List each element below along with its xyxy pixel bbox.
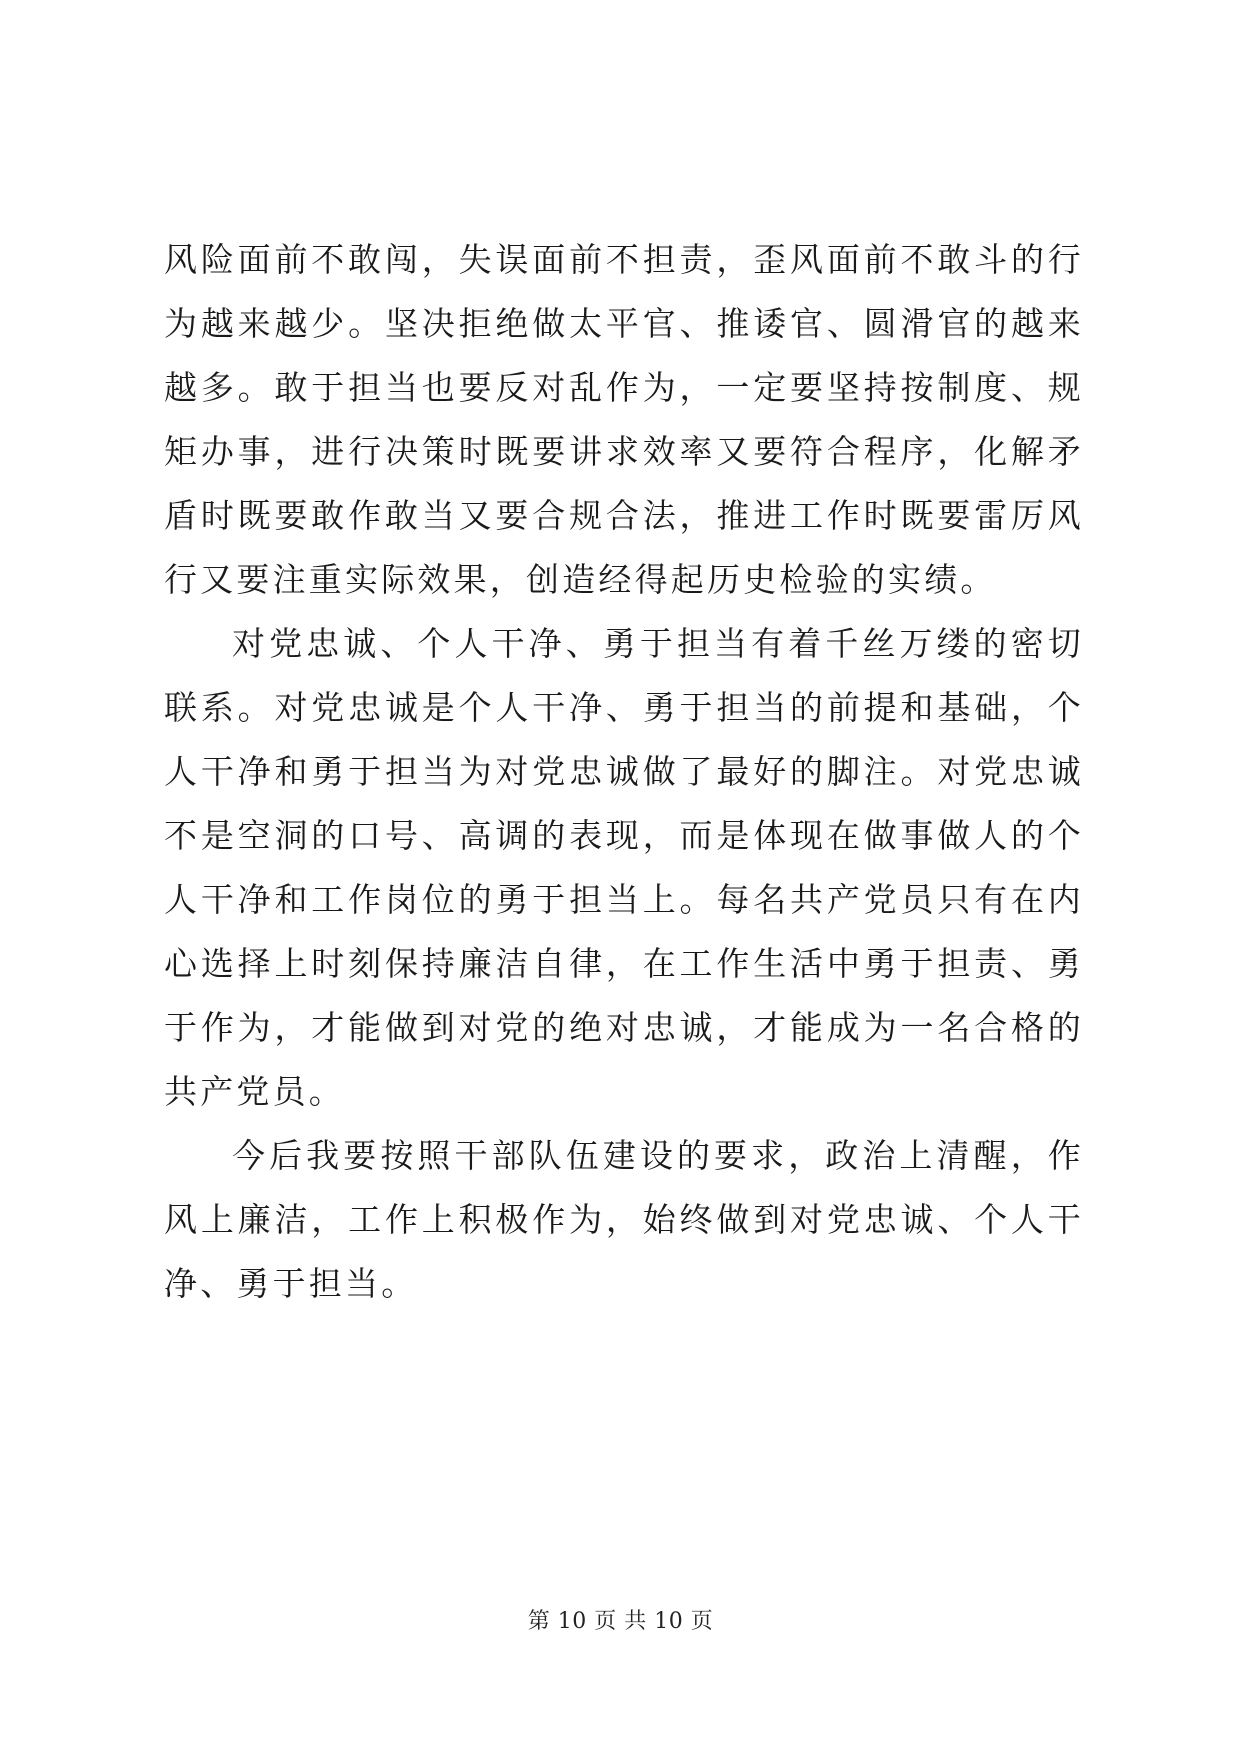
paragraph-conclusion: 今后我要按照干部队伍建设的要求，政治上清醒，作风上廉洁，工作上积极作为，始终做到对党忠诚、个人干净、勇于担当。: [164, 1136, 1084, 1303]
paragraph-loyalty-relationship: 对党忠诚、个人干净、勇于担当有着千丝万缕的密切联系。对党忠诚是个人干净、勇于担当的前提和基础，个人干净和勇于担当为对党忠诚做了最好的脚注。对党忠诚不是空洞的口号、高调的表现，而是体现在做事做人的个人干净和工作岗位的勇于担当上。每名共产党员只有在内心选择上时刻保持廉洁自律，在工作生活中勇于担责、勇于作为，才能做到对党的绝对忠诚，才能成为一名合格的共产党员。: [164, 624, 1084, 1111]
document-body: [164, 228, 1084, 1316]
page-number-footer: 第 10 页 共 10 页: [527, 1609, 714, 1634]
paragraph-continuation: 风险面前不敢闯，失误面前不担责，歪风面前不敢斗的行为越来越少。坚决拒绝做太平官、推诿官、圆滑官的越来越多。敢于担当也要反对乱作为，一定要坚持按制度、规矩办事，进行决策时既要讲求效率又要符合程序，化解矛盾时既要敢作敢当又要合规合法，推进工作时既要雷厉风行又要注重实际效果，创造经得起历史检验的实绩。: [164, 240, 1084, 599]
